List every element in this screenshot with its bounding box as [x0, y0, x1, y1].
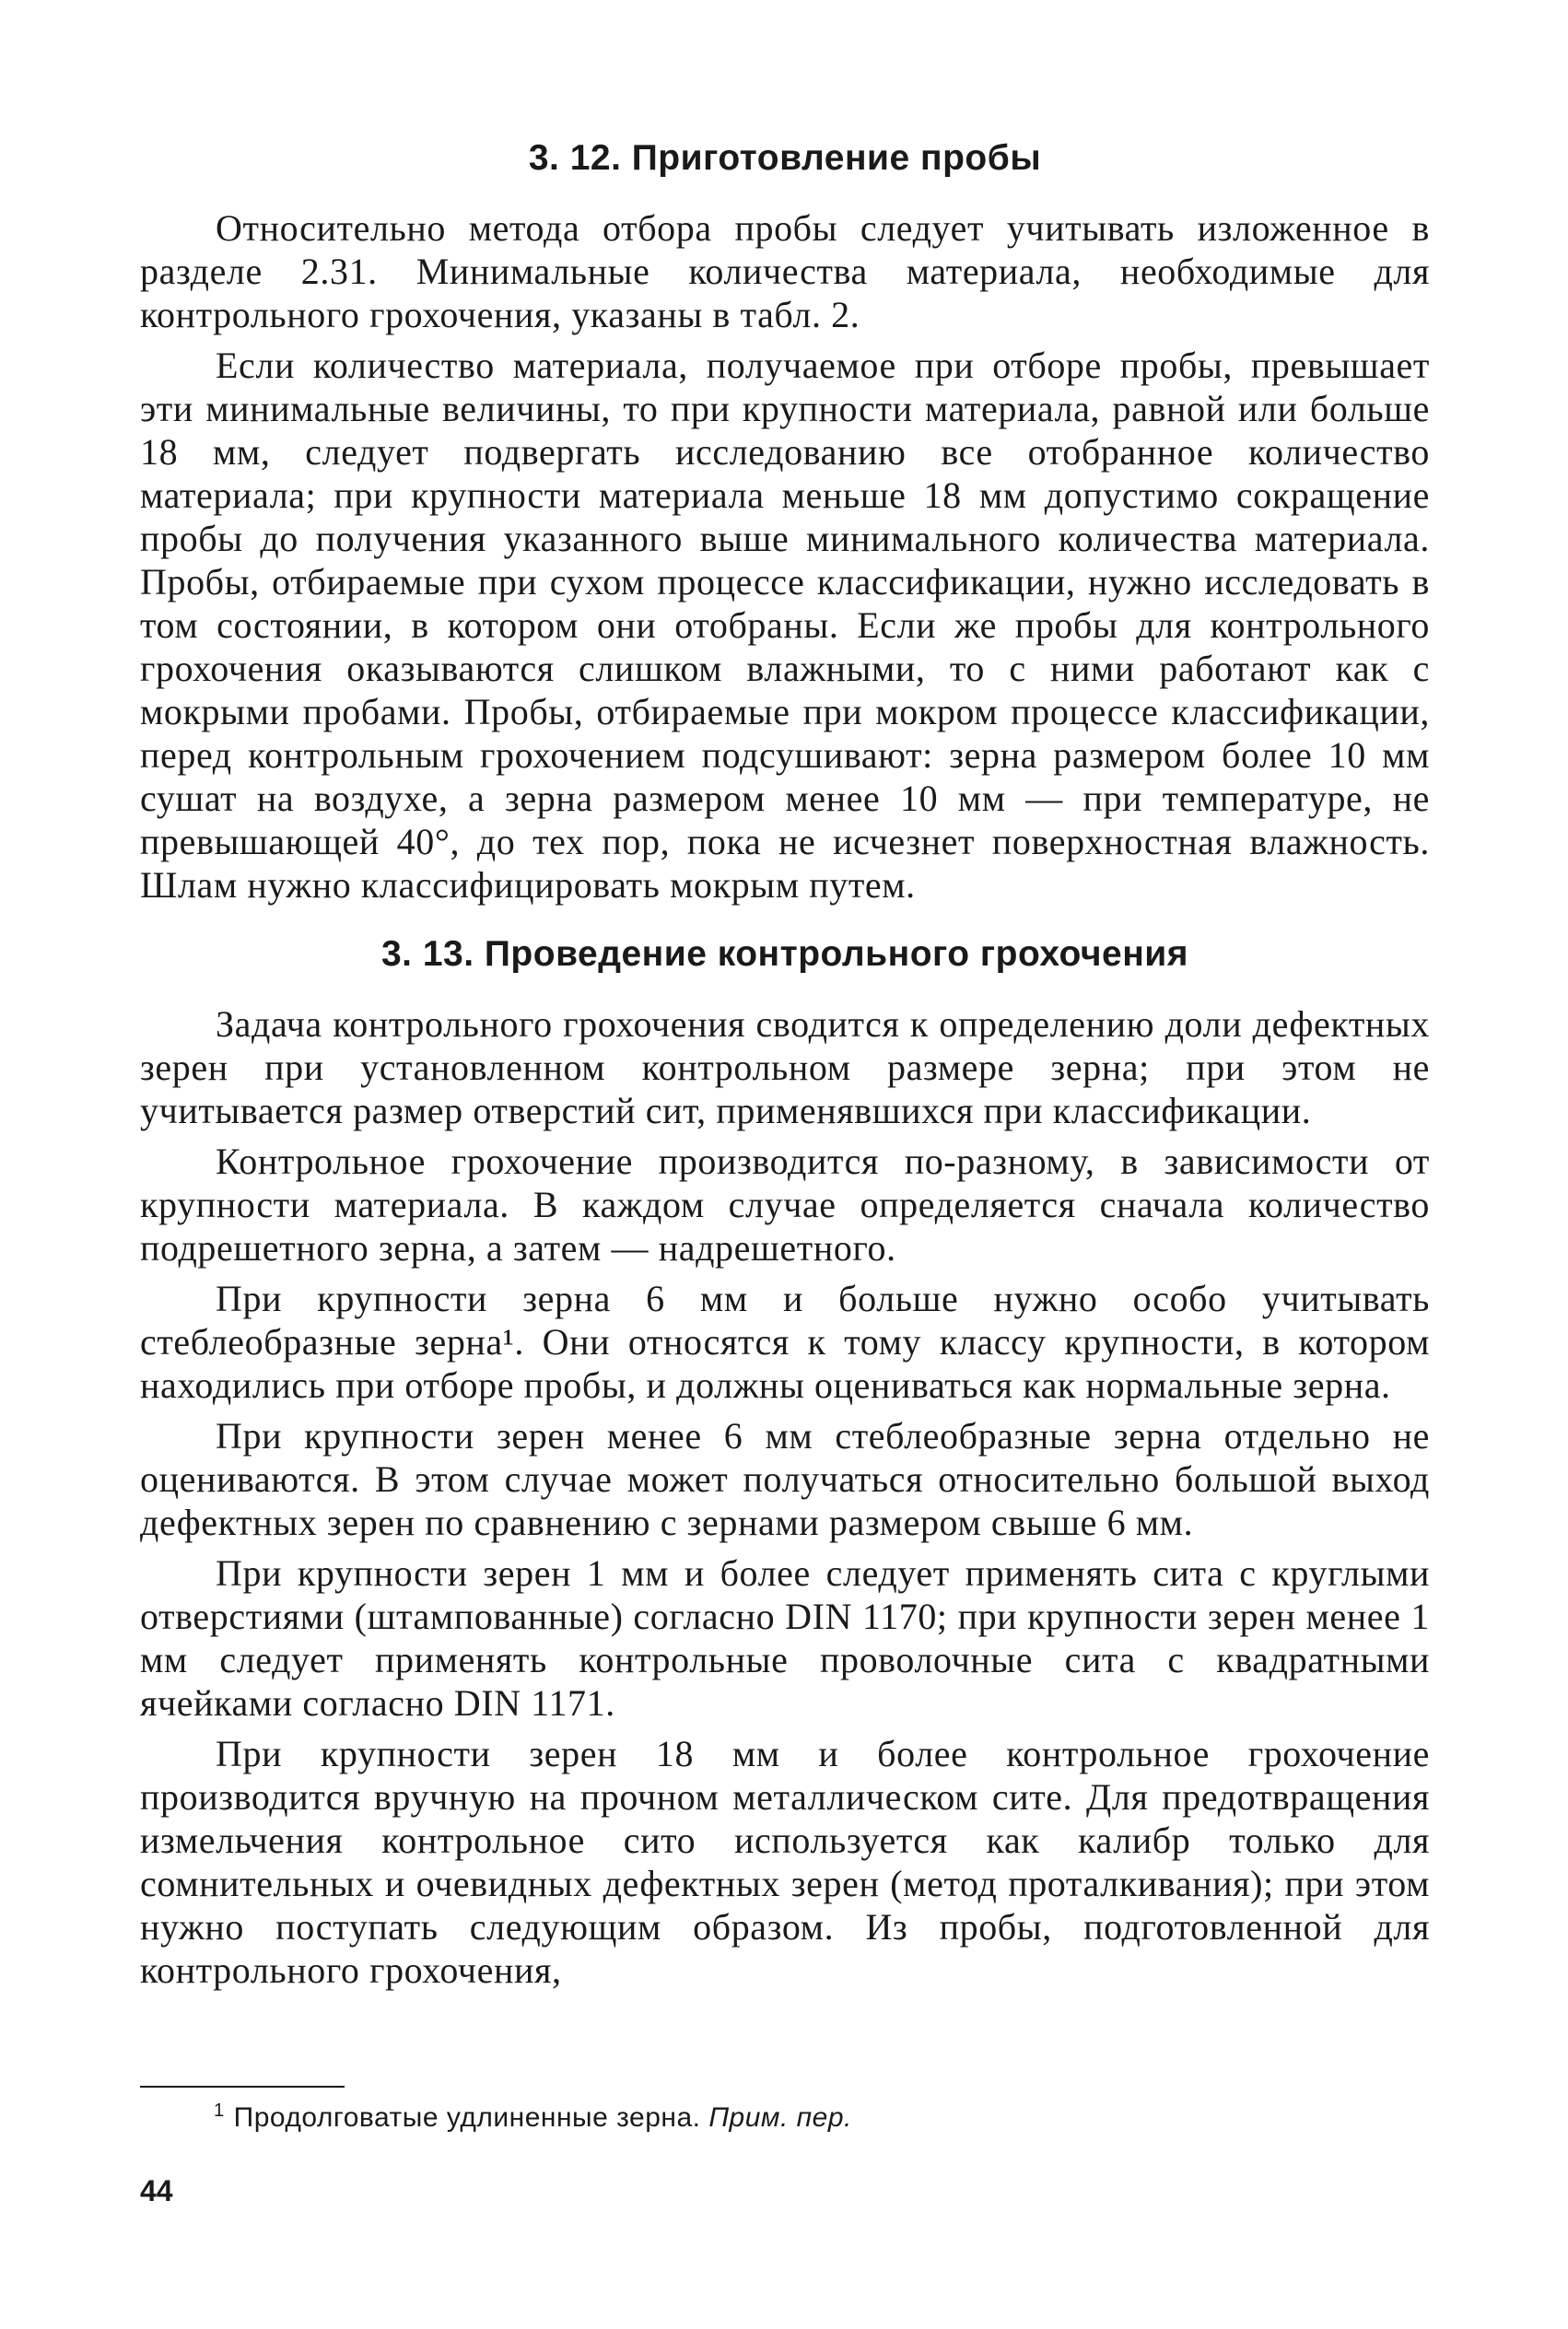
- section-heading-3-13: 3. 13. Проведение контрольного грохочения: [380, 934, 1189, 974]
- footnote-marker: 1: [214, 2101, 225, 2121]
- paragraph: Задача контрольного грохочения сводится к определению доли дефектных зерен при установленном контрольном размере зерна; при этом не учитывается размер отверстий сит, применявшихся при классификации.: [140, 1003, 1430, 1131]
- page-body: [140, 138, 1430, 1999]
- paragraph: Контрольное грохочение производится по-разному, в зависимости от крупности материала. В каждом случае определяется сначала количество подрешетного зерна, а затем — надрешетного.: [140, 1141, 1430, 1269]
- paragraph: При крупности зерна 6 мм и больше нужно особо учитывать стеблеобразные зерна¹. Они относятся к тому классу крупности, в котором находились при отборе пробы, и должны оцениваться как нормальные зерна.: [140, 1278, 1430, 1406]
- section-heading-3-12: 3. 12. Приготовление пробы: [528, 138, 1042, 178]
- footnote-divider: [140, 2086, 345, 2088]
- paragraph: Относительно метода отбора пробы следует учитывать изложенное в разделе 2.31. Минимальные количества материала, необходимые для контрольного грохочения, указаны в табл. 2.: [140, 207, 1430, 335]
- footnote-note: Прим. пер.: [708, 2102, 852, 2133]
- page-number: 44: [140, 2174, 173, 2207]
- paragraph: При крупности зерен 18 мм и более контрольное грохочение производится вручную на прочном металлическом сите. Для предотвращения измельчения контрольное сито используется как калибр только для сомнительных и очевидных дефектных зерен (метод проталкивания); при этом нужно поступать следующим образом. Из пробы, подготовленной для контрольного грохочения,: [140, 1733, 1430, 1991]
- footnote-text: Продолговатые удлиненные зерна.: [233, 2102, 701, 2133]
- paragraph: Если количество материала, получаемое при отборе пробы, превышает эти минимальные величины, то при крупности материала, равной или больше 18 мм, следует подвергать исследованию все отобранное количество материала; при крупности материала меньше 18 мм допустимо сокращение пробы до получения указанного выше минимального количества материала. Пробы, отбираемые при сухом процессе классификации, нужно исследовать в том состоянии, в котором они отобраны. Если же пробы для контрольного грохочения оказываются слишком влажными, то с ними работают как с мокрыми пробами. Пробы, отбираемые при мокром процессе классификации, перед контрольным грохочением подсушивают: зерна размером более 10 мм сушат на воздухе, а зерна размером менее 10 мм — при температуре, не превышающей 40°, до тех пор, пока не исчезнет поверхностная влажность. Шлам нужно классифицировать мокрым путем.: [140, 345, 1430, 906]
- paragraph: При крупности зерен менее 6 мм стеблеобразные зерна отдельно не оцениваются. В этом случае может получаться относительно большой выход дефектных зерен по сравнению с зернами размером свыше 6 мм.: [140, 1415, 1430, 1543]
- footnote: [214, 2101, 852, 2134]
- paragraph: При крупности зерен 1 мм и более следует применять сита с круглыми отверстиями (штампованные) согласно DIN 1170; при крупности зерен менее 1 мм следует применять контрольные проволочные сита с квадратными ячейками согласно DIN 1171.: [140, 1552, 1430, 1724]
